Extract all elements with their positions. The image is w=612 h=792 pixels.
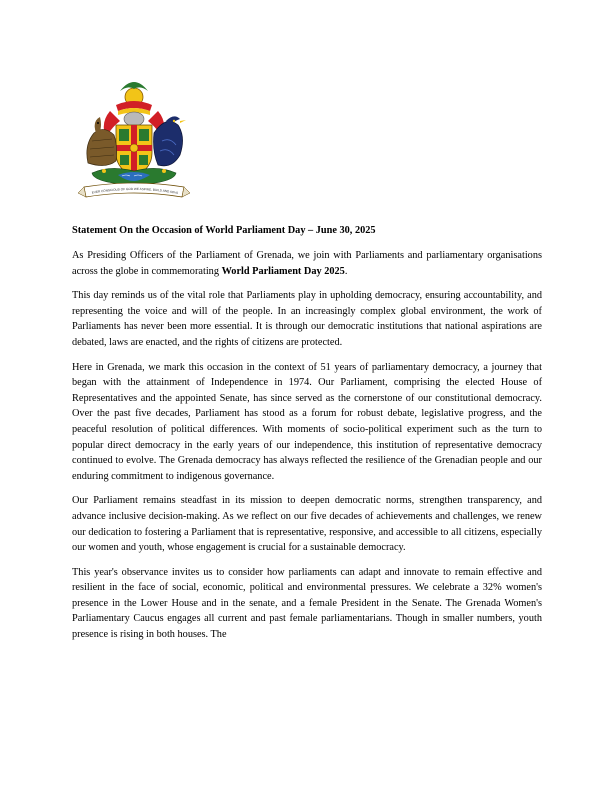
paragraph-1 (72, 248, 542, 279)
paragraph-1-text: As Presiding Officers of the Parliament of Grenada, we join with Parliaments and parliamentary organisations across the globe in commemorating (72, 250, 542, 277)
paragraph-1-bold: World Parliament Day 2025 (221, 265, 345, 277)
paragraph-4: Our Parliament remains steadfast in its mission to deepen democratic norms, strengthen transparency, and advance inclusive decision-making. As we reflect on our five decades of achievements and challenges, we renew our dedication to fostering a Parliament that is representative, responsive, and accessible to all citizens, especially our women and youth, whose engagement is crucial for a sustainable democracy. (72, 495, 542, 554)
paragraph-3: Here in Grenada, we mark this occasion in the context of 51 years of parliamentary democracy, a journey that began with the attainment of Independence in 1974. Our Parliament, comprising the elected House of Representatives and the appointed Senate, has since served as the cornerstone of our constitutional democracy. Over the past five decades, Parliament has stood as a forum for robust debate, legislative progress, and the peaceful resolution of political differences. With moments of socio-political experiment such as the turn to popular direct democracy in the early years of our independence, this institution of representative democracy continued to evolve. The Grenada democracy has always reflected the resilience of the Grenadian people and our enduring commitment to indigenous governance. (72, 361, 542, 482)
paragraph-2: This day reminds us of the vital role that Parliaments play in upholding democracy, ensuring accountability, and representing the voice and will of the people. In an increasingly complex global environment, the work of Parliaments has never been more essential. It is through our democratic institutions that national aspirations are debated, laws are enacted, and the rights of citizens are protected. (72, 290, 542, 348)
statement-body (72, 224, 542, 652)
paragraph-1-end: . (344, 265, 348, 277)
paragraph-5: This year's observance invites us to consider how parliaments can adapt and innovate to remain effective and resilient in the face of social, economic, political and environmental pressures. We celebrate a 32% women's presence in the Lower House and in the senate, and a female President in the Senate. The Grenada Women's Parliamentary Caucus engages all current and past female parliamentarians. Though in smaller numbers, youth presence is rising in both houses. The (72, 566, 542, 641)
crest-motto: EVER CONSCIOUS OF GOD WE ASPIRE, BUILD AND ADVA (91, 186, 179, 195)
coat-of-arms-logo (70, 75, 198, 205)
statement-heading: Statement On the Occasion of World Parliament Day – June 30, 2025 (72, 225, 376, 236)
